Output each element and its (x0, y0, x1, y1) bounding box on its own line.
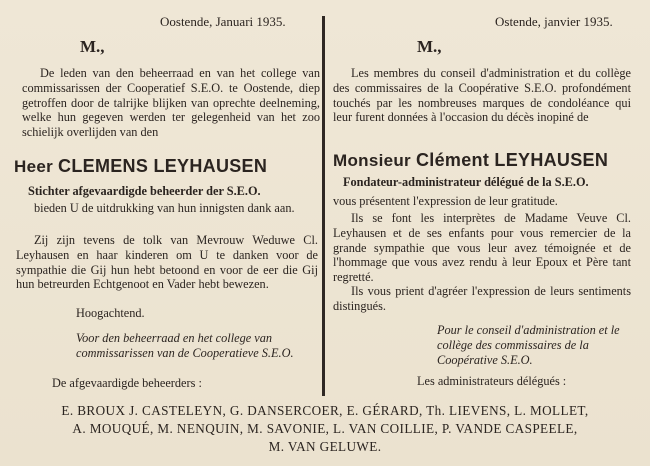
dutch-deceased-name: CLEMENS LEYHAUSEN (58, 156, 268, 176)
dutch-date: Oostende, Januari 1935. (160, 14, 286, 29)
dutch-title-prefix: Heer (14, 157, 54, 176)
dutch-intro: De leden van den beheerraad en van het college van commissarissen der Cooperatief S.E.O. te Oostende, diep getroffen door de talrijke blijken van oprechte deelneming, welke hun gegeven werden ter gelegenheid van het zoo schielijk overlijden van den (22, 66, 320, 140)
dutch-role: Stichter afgevaardigde beheerder der S.E.O. (28, 184, 261, 198)
french-salutation: M., (417, 37, 442, 56)
signatories-line-3: M. VAN GELUWE. (268, 439, 382, 454)
dutch-closing: Hoogachtend. (76, 306, 145, 320)
french-signatories-label: Les administrateurs délégués : (417, 374, 567, 388)
dutch-interpreters: Zij zijn tevens de tolk van Mevrouw Weduwe Cl. Leyhausen en haar kinderen om U te danken voor de sympathie die Gij hun hebt betoond en voor de eer die Gij hun betreurden Echtgenoot en Vader hebt bewezen. (16, 233, 318, 292)
signatories-line-2: A. MOUQUÉ, M. NENQUIN, M. SAVONIE, L. VAN COILLIE, P. VANDE CASPEELE, (72, 421, 578, 436)
signatories-line-1: E. BROUX J. CASTELEYN, G. DANSERCOER, E. GÉRARD, Th. LIEVENS, L. MOLLET, (61, 403, 589, 418)
french-on-behalf: Pour le conseil d'administration et le collège des commissaires de la Coopérative S.E.O. (437, 323, 620, 367)
dutch-thanks: bieden U de uitdrukking van hun innigsten dank aan. (34, 201, 295, 215)
column-divider (322, 16, 325, 396)
dutch-salutation: M., (80, 37, 105, 56)
french-date: Ostende, janvier 1935. (495, 14, 613, 29)
french-intro: Les membres du conseil d'administration et du collège des commissaires de la Coopérative S.E.O. profondément touchés par les nombreuses marques de condoléance qui leur furent données à l'occasion du décès inopiné de (333, 66, 631, 125)
dutch-signatories-label: De afgevaardigde beheerders : (52, 376, 202, 390)
dutch-deceased-heading (14, 156, 267, 177)
french-deceased-name: Clément LEYHAUSEN (416, 150, 609, 170)
french-interpreters: Ils se font les interprètes de Madame Veuve Cl. Leyhausen et de ses enfants pour vous remercier de la grande sympathie que vous leur avez témoignée et de l'hommage que vous avez rendu à leur Epoux et Père tant regretté. (333, 211, 631, 285)
french-title-prefix: Monsieur (333, 151, 411, 170)
french-thanks: vous présentent l'expression de leur gratitude. (333, 194, 558, 208)
french-role: Fondateur-administrateur délégué de la S.E.O. (343, 175, 589, 189)
dutch-on-behalf: Voor den beheerraad en het college van commissarissen van de Cooperatieve S.E.O. (76, 331, 294, 360)
french-closing: Ils vous prient d'agréer l'expression de leurs sentiments distingués. (333, 284, 631, 313)
french-deceased-heading (333, 150, 608, 171)
